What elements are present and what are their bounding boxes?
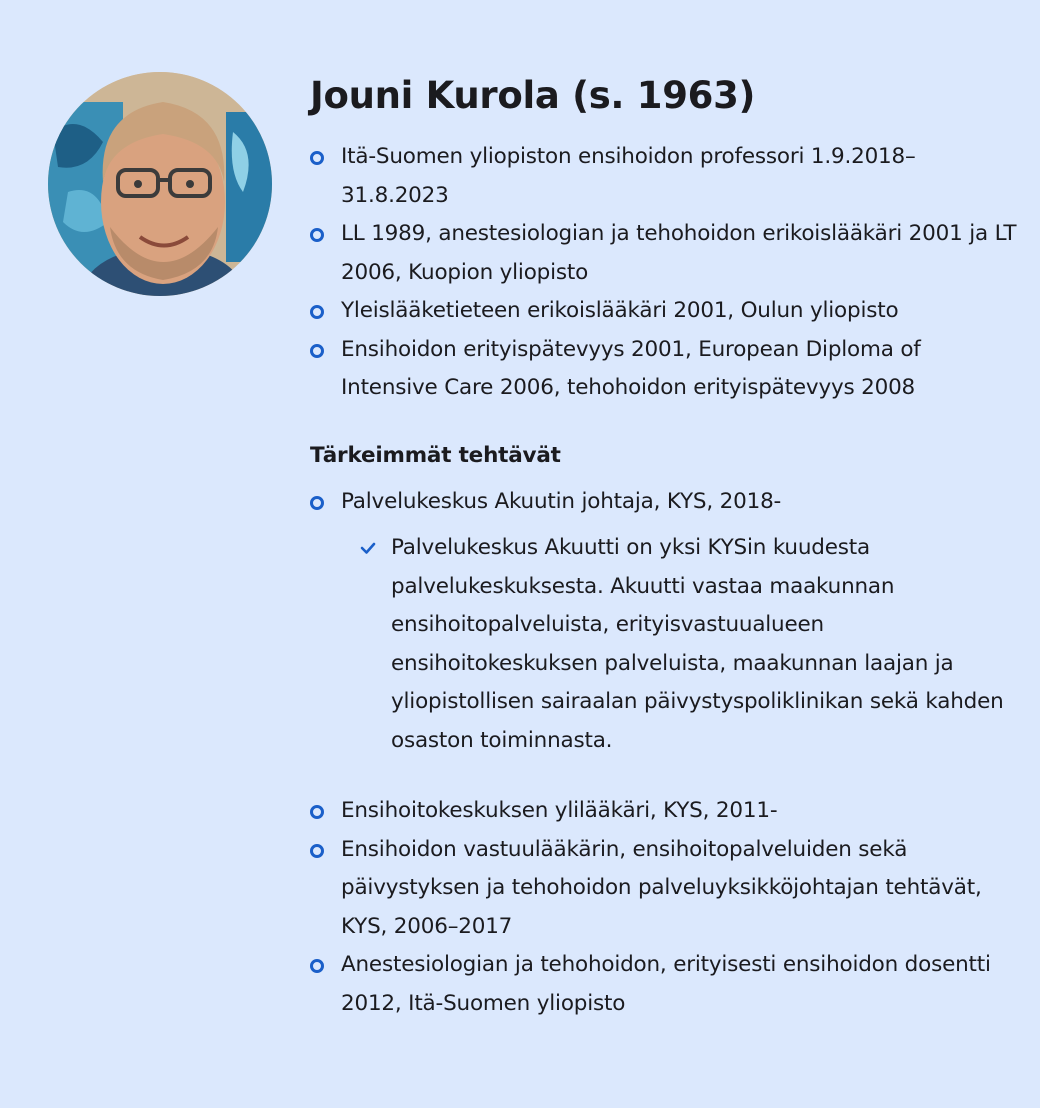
ring-bullet-icon	[310, 844, 324, 858]
duties-list	[310, 483, 1020, 522]
list-item-text: Ensihoidon vastuulääkärin, ensihoitopalveluiden sekä päivystyksen ja tehohoidon palveluyksikköjohtajan tehtävät, KYS, 2006–2017	[341, 836, 982, 939]
profile-name: Jouni Kurola (s. 1963)	[310, 74, 756, 117]
credentials-list	[310, 138, 1020, 408]
duties-heading: Tärkeimmät tehtävät	[310, 442, 561, 468]
list-item	[310, 215, 1020, 292]
profile-photo	[48, 72, 272, 296]
profile-photo-illustration	[48, 72, 272, 296]
list-item	[310, 331, 1020, 408]
ring-bullet-icon	[310, 228, 324, 242]
ring-bullet-icon	[310, 805, 324, 819]
profile-content	[310, 70, 1020, 1023]
list-item	[310, 792, 1020, 831]
ring-bullet-icon	[310, 496, 324, 510]
list-item-text: LL 1989, anestesiologian ja tehohoidon erikoislääkäri 2001 ja LT 2006, Kuopion yliopisto	[341, 221, 1017, 285]
list-item-text: Palvelukeskus Akuutti on yksi KYSin kuudesta palvelukeskuksesta. Akuutti vastaa maakunnan ensihoitopalveluista, erityisvastuualueen ensihoitokeskuksen palveluista, maakunnan laajan ja yliopistollisen sairaalan päivystyspoliklinikan sekä kahden osaston toiminnasta.	[391, 535, 1004, 753]
duties-list-continued	[310, 792, 1020, 1023]
duty-detail-list	[310, 529, 1020, 760]
ring-bullet-icon	[310, 151, 324, 165]
list-item-text: Ensihoitokeskuksen ylilääkäri, KYS, 2011-	[341, 798, 778, 823]
list-item-text: Ensihoidon erityispätevyys 2001, European Diploma of Intensive Care 2006, tehohoidon erityispätevyys 2008	[341, 336, 921, 400]
list-item	[310, 946, 1020, 1023]
list-item	[310, 483, 1020, 522]
list-item	[310, 292, 1020, 331]
list-item	[359, 529, 1020, 760]
ring-bullet-icon	[310, 305, 324, 319]
list-item-text: Palvelukeskus Akuutin johtaja, KYS, 2018-	[341, 488, 782, 514]
ring-bullet-icon	[310, 959, 324, 973]
list-item	[310, 831, 1020, 947]
check-icon	[359, 539, 377, 557]
list-item	[310, 138, 1020, 215]
list-item-text: Itä-Suomen yliopiston ensihoidon professori 1.9.2018–31.8.2023	[341, 144, 916, 208]
list-item-text: Anestesiologian ja tehohoidon, erityisesti ensihoidon dosentti 2012, Itä-Suomen yliopisto	[341, 952, 991, 1016]
list-item-text: Yleislääketieteen erikoislääkäri 2001, Oulun yliopisto	[341, 298, 899, 323]
ring-bullet-icon	[310, 344, 324, 358]
